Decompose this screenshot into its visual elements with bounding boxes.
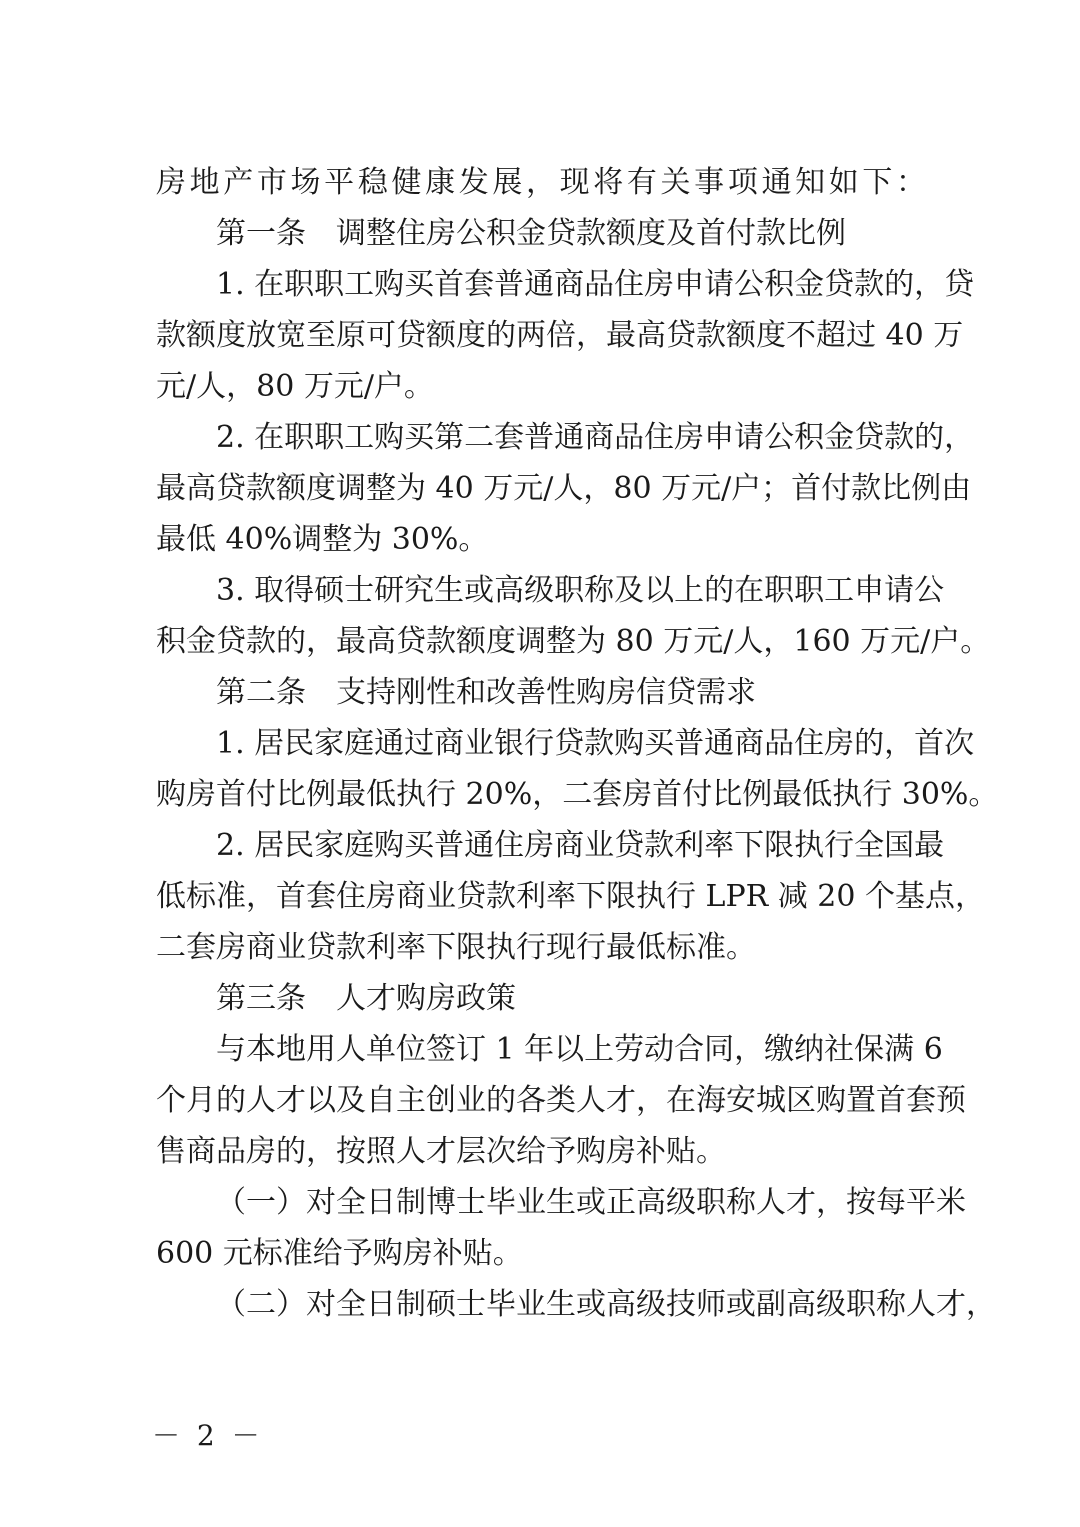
article-heading: 第一条 调整住房公积金贷款额度及首付款比例 [216, 216, 846, 251]
text-line: 3. 取得硕士研究生或高级职称及以上的在职职工申请公 [216, 573, 945, 608]
text-line: 2. 居民家庭购买普通住房商业贷款利率下限执行全国最 [216, 828, 945, 863]
text-line: （二）对全日制硕士毕业生或高级技师或副高级职称人才， [216, 1287, 996, 1322]
text-line: 个月的人才以及自主创业的各类人才，在海安城区购置首套预 [156, 1083, 966, 1118]
text-line: 1. 在职职工购买首套普通商品住房申请公积金贷款的，贷 [216, 267, 975, 302]
text-line: 售商品房的，按照人才层次给予购房补贴。 [156, 1134, 726, 1169]
text-line: 1. 居民家庭通过商业银行贷款购买普通商品住房的，首次 [216, 726, 975, 761]
text-line: 元/人，80 万元/户。 [156, 369, 434, 404]
text-line: 最高贷款额度调整为 40 万元/人，80 万元/户；首付款比例由 [156, 471, 972, 506]
text-line: 与本地用人单位签订 1 年以上劳动合同，缴纳社保满 6 [216, 1032, 943, 1067]
document-body [156, 157, 999, 1330]
article-heading: 第二条 支持刚性和改善性购房信贷需求 [216, 675, 756, 710]
text-line: 二套房商业贷款利率下限执行现行最低标准。 [156, 930, 756, 965]
text-line: 房地产市场平稳健康发展，现将有关事项通知如下： [156, 165, 926, 200]
text-line: 积金贷款的，最高贷款额度调整为 80 万元/人，160 万元/户。 [156, 624, 991, 659]
text-line: 购房首付比例最低执行 20%，二套房首付比例最低执行 30%。 [156, 777, 999, 812]
article-heading: 第三条 人才购房政策 [216, 981, 516, 1016]
text-line: 2. 在职职工购买第二套普通商品住房申请公积金贷款的， [216, 420, 975, 455]
text-line: 最低 40%调整为 30%。 [156, 522, 489, 557]
text-line: （一）对全日制博士毕业生或正高级职称人才，按每平米 [216, 1185, 966, 1220]
text-line: 低标准，首套住房商业贷款利率下限执行 LPR 减 20 个基点， [156, 879, 986, 914]
text-line: 款额度放宽至原可贷额度的两倍，最高贷款额度不超过 40 万 [156, 318, 964, 353]
page-number: － 2 － [152, 1419, 264, 1452]
text-line: 600 元标准给予购房补贴。 [156, 1236, 523, 1271]
